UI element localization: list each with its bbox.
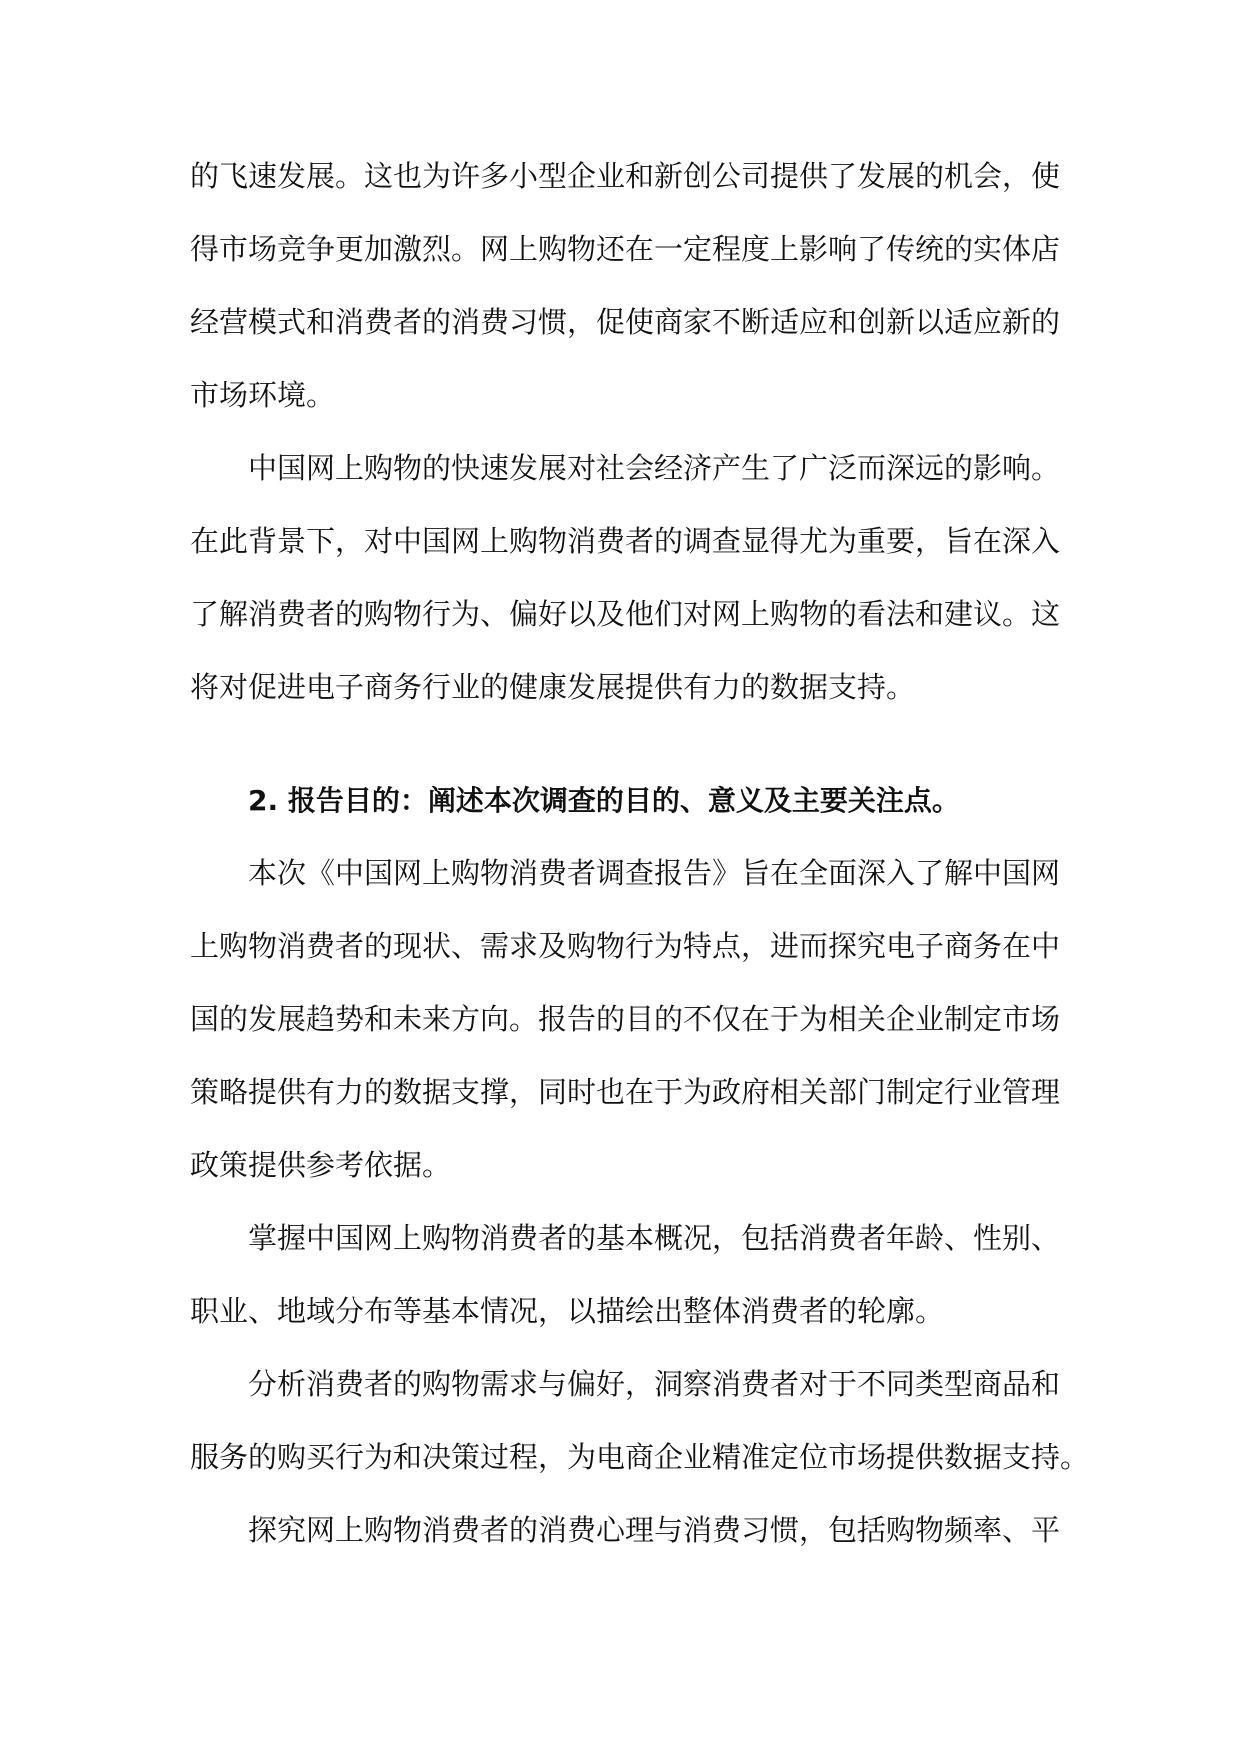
text-line: 本次《中国网上购物消费者调查报告》旨在全面深入了解中国网 bbox=[248, 856, 1061, 890]
text-line: 在此背景下，对中国网上购物消费者的调查显得尤为重要，旨在深入 bbox=[190, 524, 1061, 558]
text-line: 服务的购买行为和决策过程，为电商企业精准定位市场提供数据支持。 bbox=[190, 1440, 1090, 1474]
document-body bbox=[190, 140, 1090, 1567]
text-line: 分析消费者的购物需求与偏好，洞察消费者对于不同类型商品和 bbox=[248, 1367, 1061, 1401]
paragraph bbox=[190, 1202, 1060, 1348]
text-line: 探究网上购物消费者的消费心理与消费习惯，包括购物频率、平 bbox=[248, 1513, 1061, 1547]
text-line: 中国网上购物的快速发展对社会经济产生了广泛而深远的影响。 bbox=[248, 451, 1061, 485]
paragraph bbox=[190, 837, 1060, 1202]
paragraph bbox=[190, 140, 1060, 432]
text-line: 将对促进电子商务行业的健康发展提供有力的数据支持。 bbox=[190, 670, 916, 704]
text-line: 策略提供有力的数据支撑，同时也在于为政府相关部门制定行业管理 bbox=[190, 1075, 1061, 1109]
text-line: 得市场竞争更加激烈。网上购物还在一定程度上影响了传统的实体店 bbox=[190, 232, 1061, 266]
text-line: 政策提供参考依据。 bbox=[190, 1148, 452, 1182]
text-line: 上购物消费者的现状、需求及购物行为特点，进而探究电子商务在中 bbox=[190, 929, 1061, 963]
text-line: 掌握中国网上购物消费者的基本概况，包括消费者年龄、性别、 bbox=[248, 1221, 1061, 1255]
section-gap bbox=[190, 724, 1060, 764]
text-line: 了解消费者的购物行为、偏好以及他们对网上购物的看法和建议。这 bbox=[190, 597, 1061, 631]
text-line: 经营模式和消费者的消费习惯，促使商家不断适应和创新以适应新的 bbox=[190, 305, 1061, 339]
text-line: 职业、地域分布等基本情况，以描绘出整体消费者的轮廓。 bbox=[190, 1294, 945, 1328]
section-heading: 2. 报告目的：阐述本次调查的目的、意义及主要关注点。 bbox=[248, 784, 960, 817]
paragraph bbox=[190, 1494, 1060, 1567]
text-line: 国的发展趋势和未来方向。报告的目的不仅在于为相关企业制定市场 bbox=[190, 1002, 1061, 1036]
text-line: 的飞速发展。这也为许多小型企业和新创公司提供了发展的机会，使 bbox=[190, 159, 1061, 193]
paragraph bbox=[190, 1348, 1090, 1494]
text-line: 市场环境。 bbox=[190, 378, 336, 412]
paragraph bbox=[190, 432, 1060, 724]
